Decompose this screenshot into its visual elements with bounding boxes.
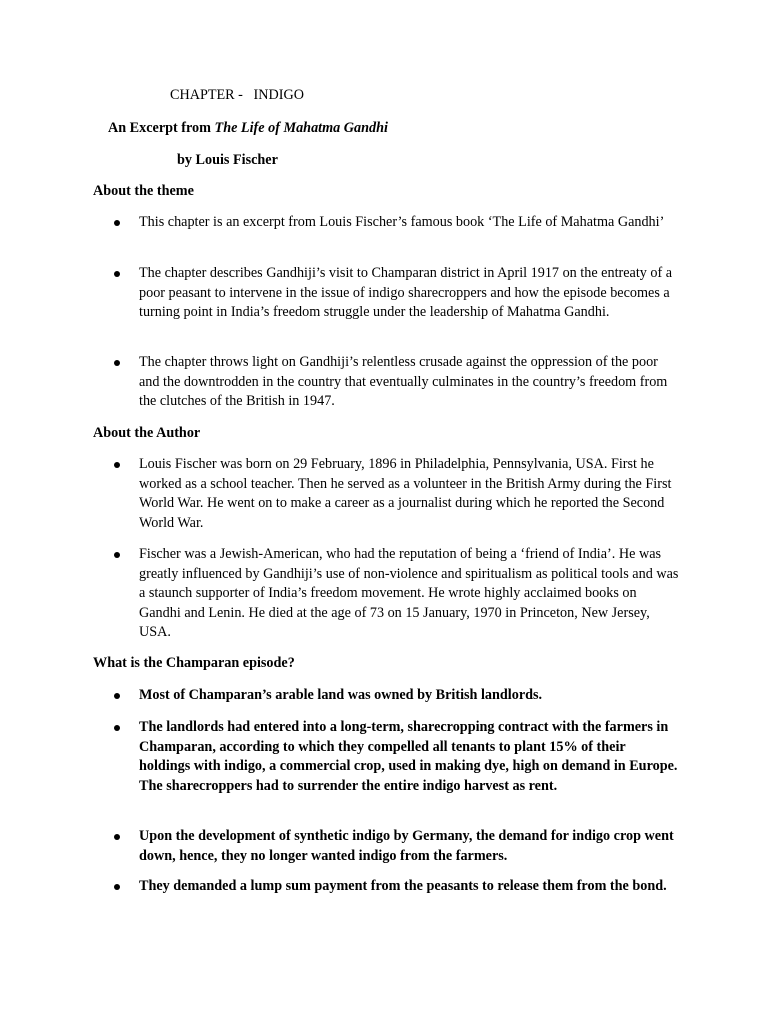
bullet-icon <box>114 884 120 890</box>
list-item-text: The chapter throws light on Gandhiji’s relentless crusade against the oppression of the poor and the downtrodden in the country that eventually culminates in the country’s freedom from the clutches of the British in 1947. <box>139 354 668 410</box>
list-item-text: They demanded a lump sum payment from the peasants to release them from the bond. <box>139 878 667 894</box>
theme-heading: About the theme <box>93 183 194 199</box>
excerpt-line <box>108 119 388 139</box>
list-item <box>139 353 679 412</box>
excerpt-prefix: An Excerpt from <box>108 120 215 136</box>
bullet-icon <box>114 220 120 226</box>
bullet-icon <box>114 552 120 558</box>
bullet-icon <box>114 725 120 731</box>
list-item <box>139 213 679 233</box>
list-item-text: The landlords had entered into a long-term, sharecropping contract with the farmers in Champaran, according to which they compelled all tenants to plant 15% of their holdings with indigo, a commercial crop, used in making dye, high on demand in Europe. The sharecroppers had to surrender the entire indigo harvest as rent. <box>139 719 678 794</box>
bullet-icon <box>114 462 120 468</box>
chapter-title: CHAPTER - INDIGO <box>170 87 304 103</box>
list-item-text: Most of Champaran’s arable land was owned by British landlords. <box>139 687 543 703</box>
byline: by Louis Fischer <box>177 152 278 168</box>
episode-heading: What is the Champaran episode? <box>93 655 295 671</box>
list-item-text: Fischer was a Jewish-American, who had the reputation of being a ‘friend of India’. He was greatly influenced by Gandhiji’s use of non-violence and spiritualism as political tools and was a staunch supporter of India’s freedom movement. He wrote highly acclaimed books on Gandhi and Lenin. He died at the age of 73 on 15 January, 1970 in Princeton, New Jersey, USA. <box>139 546 679 641</box>
list-item <box>139 686 679 706</box>
bullet-icon <box>114 834 120 840</box>
list-item-text: Louis Fischer was born on 29 February, 1896 in Philadelphia, Pennsylvania, USA. First he worked as a school teacher. Then he served as a volunteer in the British Army during the First World War. He went on to make a career as a journalist during which he reported the Second World War. <box>139 456 672 531</box>
book-title: The Life of Mahatma Gandhi <box>214 120 388 136</box>
bullet-icon <box>114 360 120 366</box>
bullet-icon <box>114 693 120 699</box>
list-item-text: The chapter describes Gandhiji’s visit to Champaran district in April 1917 on the entreaty of a poor peasant to intervene in the issue of indigo sharecroppers and how the episode becomes a turning point in India’s freedom struggle under the leadership of Mahatma Gandhi. <box>139 265 673 321</box>
list-item-text: Upon the development of synthetic indigo by Germany, the demand for indigo crop went down, hence, they no longer wanted indigo from the farmers. <box>139 828 674 864</box>
list-item <box>139 877 679 897</box>
list-item <box>139 264 679 323</box>
list-item <box>139 718 679 796</box>
bullet-icon <box>114 271 120 277</box>
list-item <box>139 545 679 643</box>
list-item <box>139 827 679 866</box>
list-item <box>139 455 679 533</box>
list-item-text: This chapter is an excerpt from Louis Fischer’s famous book ‘The Life of Mahatma Gandhi’ <box>139 214 665 230</box>
author-heading: About the Author <box>93 425 201 441</box>
